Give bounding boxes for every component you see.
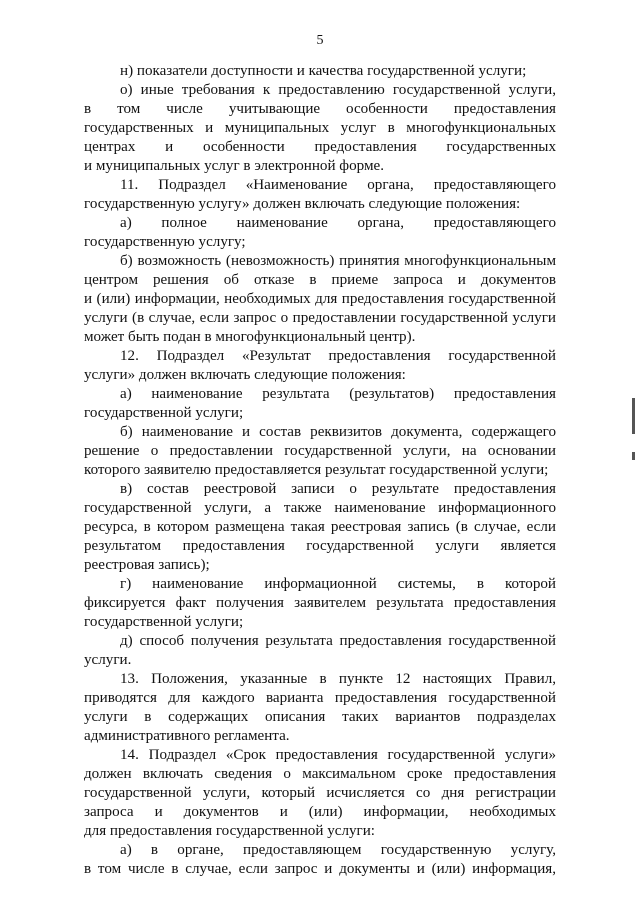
text-line: услуги (в случае, если запрос о предоставлении государственной услуги (84, 310, 556, 326)
text-line: государственную услугу; (84, 234, 246, 250)
text-line: фиксируется факт получения заявителем результата предоставления (84, 595, 556, 611)
text-line: решение о предоставлении государственной услуги, на основании (84, 443, 556, 459)
text-line: услуги. (84, 652, 132, 668)
text-line: 14. Подраздел «Срок предоставления государственной услуги» (120, 747, 556, 763)
text-line: б) наименование и состав реквизитов документа, содержащего (120, 424, 556, 440)
text-line: в том числе учитывающие особенности предоставления (84, 101, 556, 117)
text-line: результатом предоставления государственной услуги является (84, 538, 556, 554)
text-line: должен включать сведения о максимальном сроке предоставления (84, 766, 556, 782)
text-line: государственную услугу» должен включать следующие положения: (84, 196, 521, 212)
text-line: 11. Подраздел «Наименование органа, предоставляющего (120, 177, 556, 193)
text-line: д) способ получения результата предоставления государственной (120, 633, 556, 649)
text-line: для предоставления государственной услуги: (84, 823, 375, 839)
text-line: и муниципальных услуг в электронной форме. (84, 158, 384, 174)
text-line: административного регламента. (84, 728, 290, 744)
page-number: 5 (316, 33, 324, 48)
text-line: и (или) информации, необходимых для предоставления государственной (84, 291, 556, 307)
text-line: н) показатели доступности и качества государственной услуги; (120, 63, 527, 79)
text-line: 13. Положения, указанные в пункте 12 настоящих Правил, (120, 671, 556, 687)
text-line: может быть подан в многофункциональный центр). (84, 329, 416, 345)
text-line: которого заявителю предоставляется результат государственной услуги; (84, 462, 549, 478)
text-line: государственной услуги, а также наименование информационного (84, 500, 556, 516)
text-line: а) полное наименование органа, предоставляющего (120, 215, 556, 231)
text-line: государственной услуги; (84, 614, 244, 630)
scan-margin-mark (632, 398, 635, 434)
text-line: запроса и документов и (или) информации, необходимых (84, 804, 556, 820)
text-line: государственной услуги; (84, 405, 244, 421)
text-line: 12. Подраздел «Результат предоставления государственной (120, 348, 556, 364)
text-line: государственной услуги, который исчисляется со дня регистрации (84, 785, 556, 801)
document-body (84, 62, 556, 879)
text-line: услуги в содержащих описания таких вариантов подразделах (84, 709, 556, 725)
text-line: в) состав реестровой записи о результате предоставления (120, 481, 556, 497)
text-line: приводятся для каждого варианта предоставления государственной (84, 690, 556, 706)
text-line: реестровая запись); (84, 557, 210, 573)
text-line: центром решения об отказе в приеме запроса и документов (84, 272, 556, 288)
text-line: в том числе в случае, если запрос и документы и (или) информация, (84, 861, 556, 877)
text-line: центрах и особенности предоставления государственных (84, 139, 556, 155)
text-line: о) иные требования к предоставлению государственной услуги, (120, 82, 556, 98)
text-line: ресурса, в котором размещена такая реестровая запись (в случае, если (84, 519, 556, 535)
text-line: б) возможность (невозможность) принятия многофункциональным (120, 253, 556, 269)
text-line: государственных и муниципальных услуг в многофункциональных (84, 120, 556, 136)
text-line: а) в органе, предоставляющем государственную услугу, (120, 842, 556, 858)
scan-margin-mark (632, 452, 635, 460)
text-line: г) наименование информационной системы, в которой (120, 576, 556, 592)
text-line: а) наименование результата (результатов) предоставления (120, 386, 556, 402)
text-line: услуги» должен включать следующие положения: (84, 367, 406, 383)
